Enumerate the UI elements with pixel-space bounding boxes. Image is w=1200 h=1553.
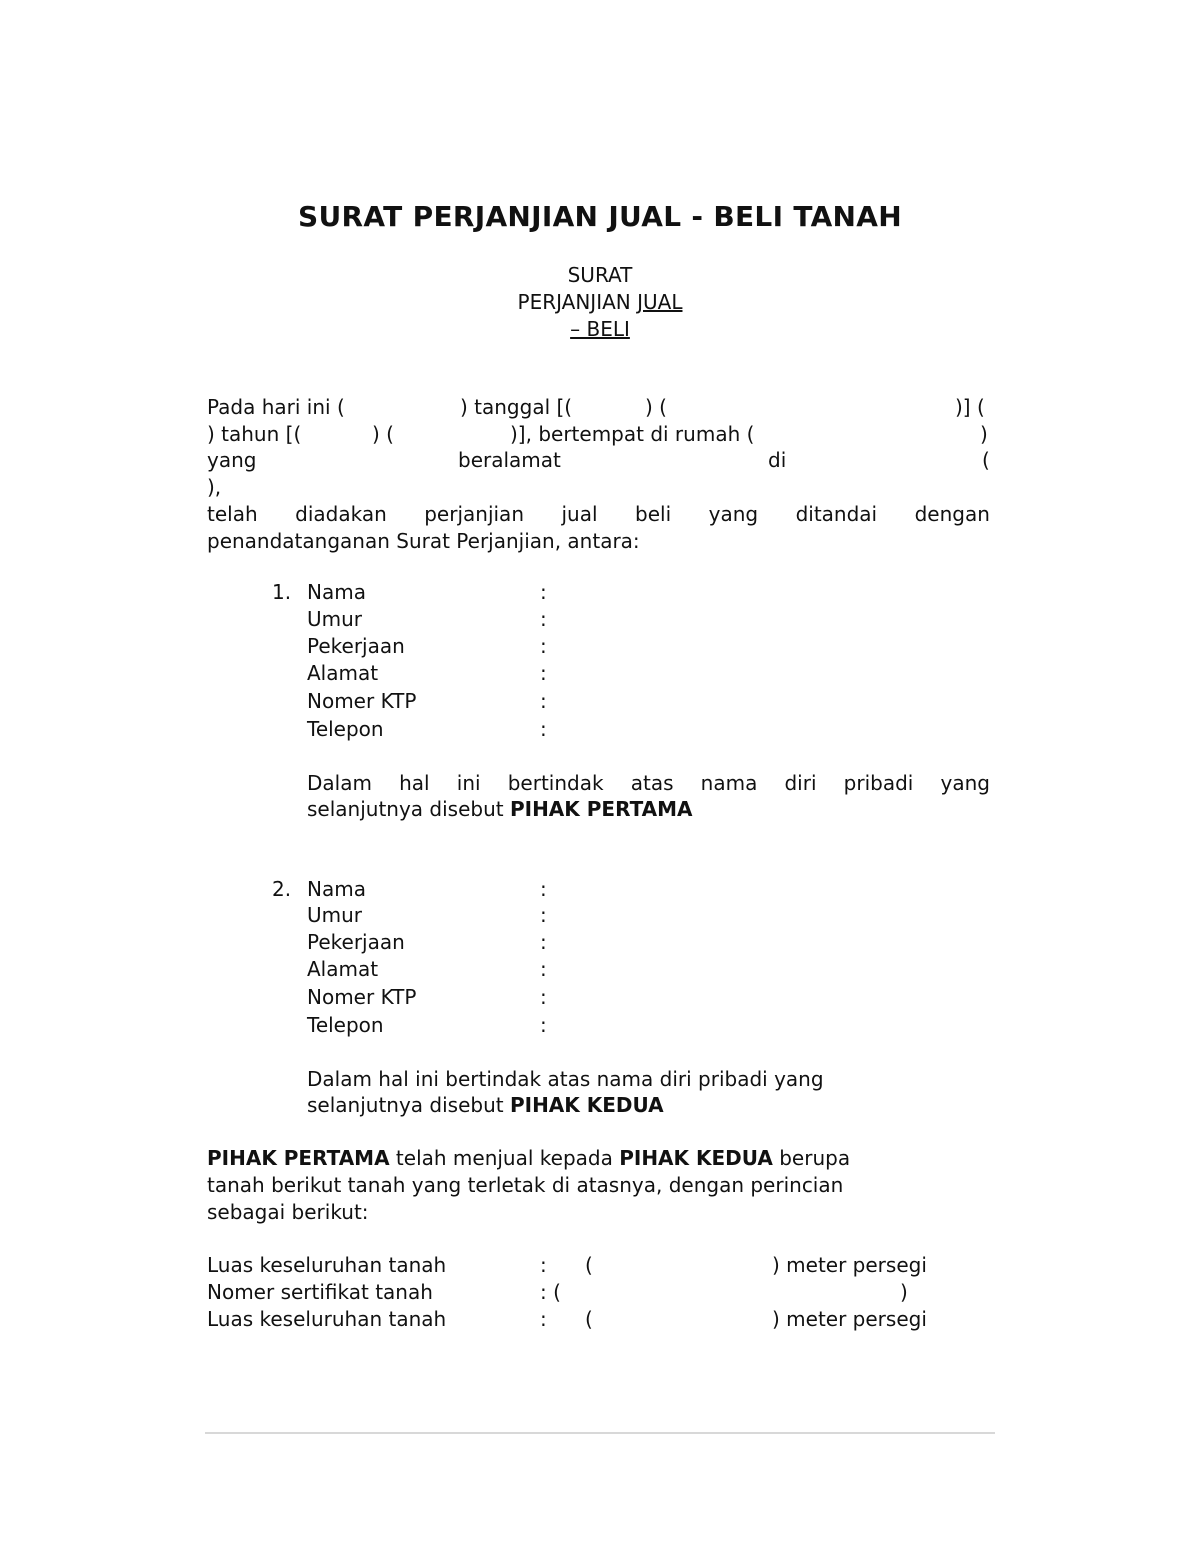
party-1-desc-word: bertindak: [507, 771, 604, 795]
party-2-colon: :: [540, 930, 547, 954]
opening-l1-c: ) (: [645, 395, 667, 419]
land-area-label-2: Luas keseluruhan tanah: [207, 1307, 447, 1331]
opening-l5-word: dengan: [914, 502, 990, 526]
land-certificate-label: Nomer sertifikat tanah: [207, 1280, 433, 1304]
land-area-open: (: [585, 1253, 593, 1277]
subtitle-line-2: [0, 289, 1200, 316]
land-area-colon-2: :: [540, 1307, 547, 1331]
land-area-open-2: (: [585, 1307, 593, 1331]
statement-l2: tanah berikut tanah yang terletak di atasnya, dengan perincian: [207, 1173, 844, 1197]
opening-l5-word: perjanjian: [424, 502, 524, 526]
party-1-field-telepon: Telepon: [307, 717, 384, 741]
party-1-desc-word: atas: [630, 771, 674, 795]
party-1-desc-word: Dalam: [307, 771, 372, 795]
party-2-field-nama: Nama: [307, 877, 366, 901]
opening-l2-a: ) tahun [(: [207, 422, 302, 446]
party-1-field-nama: Nama: [307, 580, 366, 604]
party-1-desc-word: yang: [940, 771, 990, 795]
document-title: SURAT PERJANJIAN JUAL - BELI TANAH: [298, 200, 902, 233]
party-2-number: 2.: [272, 877, 292, 901]
opening-l1-a: Pada hari ini (: [207, 395, 345, 419]
opening-l3-d: (: [982, 448, 990, 472]
opening-l2-c: )], bertempat di rumah (: [510, 422, 755, 446]
land-area-close-2: ) meter persegi: [772, 1307, 927, 1331]
party-1-desc-word: pribadi: [843, 771, 914, 795]
party-1-desc-l1: [307, 770, 990, 797]
statement-l1: [207, 1145, 850, 1172]
land-area-close: ) meter persegi: [772, 1253, 927, 1277]
opening-l4: ),: [207, 475, 222, 499]
statement-text-2: berupa: [772, 1146, 851, 1170]
opening-l3-c: di: [768, 448, 787, 472]
opening-l5-word: yang: [708, 502, 759, 526]
statement-party-2: PIHAK KEDUA: [619, 1146, 773, 1170]
party-2-colon: :: [540, 903, 547, 927]
opening-l1-d: )] (: [955, 395, 985, 419]
document-subtitle: [0, 262, 1200, 343]
party-1-colon: :: [540, 634, 547, 658]
party-1-desc-text: selanjutnya disebut: [307, 797, 510, 821]
party-1-colon: :: [540, 689, 547, 713]
party-1-desc-word: ini: [456, 771, 481, 795]
party-2-role: PIHAK KEDUA: [509, 1093, 664, 1117]
opening-l2-d: ): [980, 422, 988, 446]
party-1-desc-l2: [307, 796, 693, 823]
party-2-field-pekerjaan: Pekerjaan: [307, 930, 405, 954]
party-2-field-alamat: Alamat: [307, 957, 379, 981]
party-2-desc-l2: [307, 1092, 664, 1119]
subtitle-line-2a: PERJANJIAN: [517, 290, 638, 314]
subtitle-line-2b: JUAL: [637, 290, 683, 314]
party-1-role: PIHAK PERTAMA: [509, 797, 693, 821]
party-1-field-pekerjaan: Pekerjaan: [307, 634, 405, 658]
opening-l5-word: telah: [207, 502, 258, 526]
party-2-desc-text: selanjutnya disebut: [307, 1093, 510, 1117]
opening-l5-word: jual: [561, 502, 598, 526]
party-2-colon: :: [540, 957, 547, 981]
party-1-colon: :: [540, 661, 547, 685]
statement-l3: sebagai berikut:: [207, 1200, 369, 1224]
opening-l3-b: beralamat: [458, 448, 561, 472]
opening-l1-b: ) tanggal [(: [460, 395, 573, 419]
party-2-field-umur: Umur: [307, 903, 363, 927]
party-1-field-umur: Umur: [307, 607, 363, 631]
party-1-desc-word: diri: [784, 771, 817, 795]
opening-l3-a: yang: [207, 448, 257, 472]
party-1-desc-word: hal: [399, 771, 430, 795]
opening-l5-word: beli: [635, 502, 672, 526]
party-1-desc-word: nama: [700, 771, 758, 795]
party-2-field-ktp: Nomer KTP: [307, 985, 417, 1009]
opening-l2-b: ) (: [372, 422, 394, 446]
opening-l5: [207, 501, 990, 528]
page-footer-divider: [205, 1432, 995, 1434]
land-certificate-colon: : (: [540, 1280, 561, 1304]
party-2-colon: :: [540, 985, 547, 1009]
subtitle-line-1: SURAT: [567, 263, 633, 287]
subtitle-line-3: – BELI: [570, 317, 630, 341]
land-certificate-close: ): [900, 1280, 908, 1304]
land-area-label: Luas keseluruhan tanah: [207, 1253, 447, 1277]
party-1-colon: :: [540, 580, 547, 604]
party-2-field-telepon: Telepon: [307, 1013, 384, 1037]
land-area-colon: :: [540, 1253, 547, 1277]
party-2-desc-l1: Dalam hal ini bertindak atas nama diri pribadi yang: [307, 1067, 824, 1091]
party-1-colon: :: [540, 607, 547, 631]
statement-party-1: PIHAK PERTAMA: [207, 1146, 390, 1170]
opening-l5-word: ditandai: [795, 502, 878, 526]
party-2-colon: :: [540, 1013, 547, 1037]
party-1-field-ktp: Nomer KTP: [307, 689, 417, 713]
party-1-field-alamat: Alamat: [307, 661, 379, 685]
opening-l5-word: diadakan: [295, 502, 387, 526]
statement-text-1: telah menjual kepada: [389, 1146, 620, 1170]
party-1-number: 1.: [272, 580, 292, 604]
opening-l6: penandatanganan Surat Perjanjian, antara:: [207, 529, 640, 553]
party-1-colon: :: [540, 717, 547, 741]
party-2-colon: :: [540, 877, 547, 901]
